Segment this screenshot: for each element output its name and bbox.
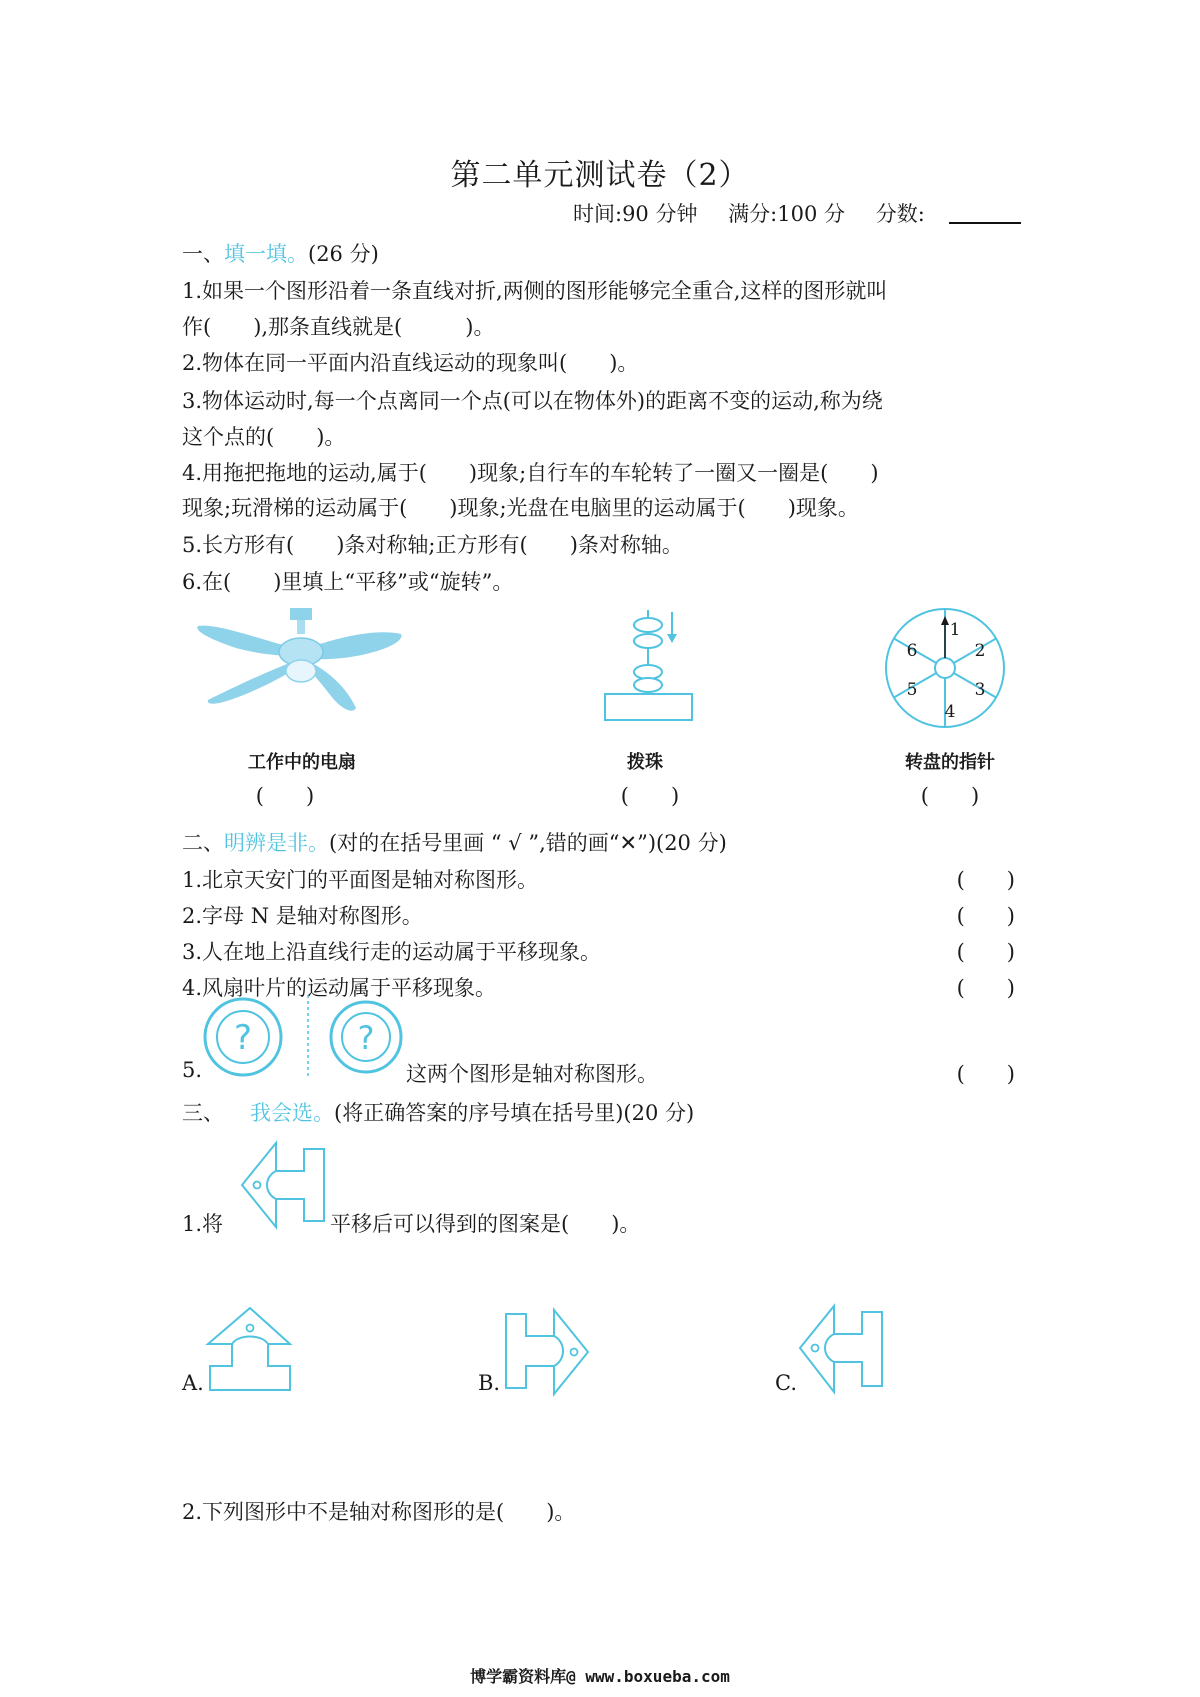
section3-heading: 三、 我会选。(将正确答案的序号填在括号里)(20 分): [182, 1101, 695, 1125]
s2-item5-text: 这两个图形是轴对称图形。: [406, 1062, 658, 1086]
option-c-figure[interactable]: [798, 1304, 888, 1396]
s1-q6: 6.在( )里填上“平移”或“旋转”。: [182, 570, 514, 594]
s2-item2-paren[interactable]: ( ): [956, 904, 1015, 928]
section2-heading: 二、明辨是非。(对的在括号里画 “ √ ”,错的画“✕”)(20 分): [182, 831, 727, 855]
s1-q4-line1: 4.用拖把拖地的运动,属于( )现象;自行车的车轮转了一圈又一圈是( ): [182, 461, 879, 485]
question-mark-left: ?: [233, 1018, 253, 1058]
s1-q5: 5.长方形有( )条对称轴;正方形有( )条对称轴。: [182, 533, 683, 557]
fish-arrow-left-figure: [240, 1141, 328, 1233]
option-c-label[interactable]: C.: [775, 1371, 797, 1395]
section2-name: 明辨是非。: [224, 831, 329, 855]
ceiling-fan-figure: [196, 608, 406, 718]
s2-item5-paren[interactable]: ( ): [956, 1062, 1015, 1086]
footer-watermark: 博学霸资料库@ www.boxueba.com: [470, 1667, 730, 1686]
caption-wheel: 转盘的指针: [905, 752, 995, 773]
caption-fan: 工作中的电扇: [248, 752, 356, 773]
exam-time: 时间:90 分钟: [573, 202, 698, 226]
s1-q3-line1: 3.物体运动时,每一个点离同一个点(可以在物体外)的距离不变的运动,称为绕: [182, 389, 883, 413]
s3-q1-suffix: 平移后可以得到的图案是( )。: [330, 1212, 641, 1236]
answer-paren-abacus[interactable]: ( ): [620, 784, 680, 808]
wheel-number-6: 6: [906, 641, 918, 661]
wheel-number-2: 2: [974, 641, 986, 661]
spinner-wheel-figure: [884, 607, 1006, 729]
section1-name: 填一填。: [224, 242, 308, 266]
s2-item1-paren[interactable]: ( ): [956, 868, 1015, 892]
wheel-number-5: 5: [906, 680, 918, 700]
s1-q1-line2: 作( ),那条直线就是( )。: [182, 315, 495, 339]
wheel-number-1: 1: [949, 620, 961, 640]
section1-heading: 一、填一填。(26 分): [182, 242, 379, 266]
s2-item4: 4.风扇叶片的运动属于平移现象。: [182, 976, 497, 1000]
question-circles-figure: [203, 995, 403, 1080]
s1-q4-line2: 现象;玩滑梯的运动属于( )现象;光盘在电脑里的运动属于( )现象。: [182, 496, 859, 520]
answer-paren-wheel[interactable]: ( ): [920, 784, 980, 808]
s2-item5-num: 5.: [182, 1058, 203, 1082]
caption-abacus: 拨珠: [627, 752, 663, 773]
s2-item3: 3.人在地上沿直线行走的运动属于平移现象。: [182, 940, 602, 964]
s2-item1: 1.北京天安门的平面图是轴对称图形。: [182, 868, 539, 892]
option-a-label[interactable]: A.: [182, 1371, 204, 1395]
s2-item4-paren[interactable]: ( ): [956, 976, 1015, 1000]
section3-name: 我会选。: [250, 1101, 334, 1125]
wheel-number-3: 3: [974, 680, 986, 700]
abacus-beads-figure: [605, 610, 705, 725]
s1-q3-line2: 这个点的( )。: [182, 425, 346, 449]
score-blank[interactable]: [949, 222, 1021, 224]
exam-meta: [573, 198, 1045, 228]
option-b-label[interactable]: B.: [478, 1371, 501, 1395]
s1-q2: 2.物体在同一平面内沿直线运动的现象叫( )。: [182, 351, 639, 375]
page-title: 第二单元测试卷（2）: [450, 158, 750, 193]
s2-item2: 2.字母 N 是轴对称图形。: [182, 904, 423, 928]
option-b-figure[interactable]: [502, 1306, 592, 1398]
answer-paren-fan[interactable]: ( ): [255, 784, 315, 808]
s3-q1-prefix: 1.将: [182, 1212, 224, 1236]
s1-q1-line1: 1.如果一个图形沿着一条直线对折,两侧的图形能够完全重合,这样的图形就叫: [182, 279, 888, 303]
option-a-figure[interactable]: [204, 1306, 294, 1394]
s3-q2: 2.下列图形中不是轴对称图形的是( )。: [182, 1500, 576, 1524]
exam-full-score: 满分:100 分: [728, 202, 846, 226]
s2-item3-paren[interactable]: ( ): [956, 940, 1015, 964]
question-mark-right: ?: [357, 1019, 375, 1057]
score-label: 分数:: [876, 202, 1045, 226]
wheel-number-4: 4: [944, 702, 956, 722]
